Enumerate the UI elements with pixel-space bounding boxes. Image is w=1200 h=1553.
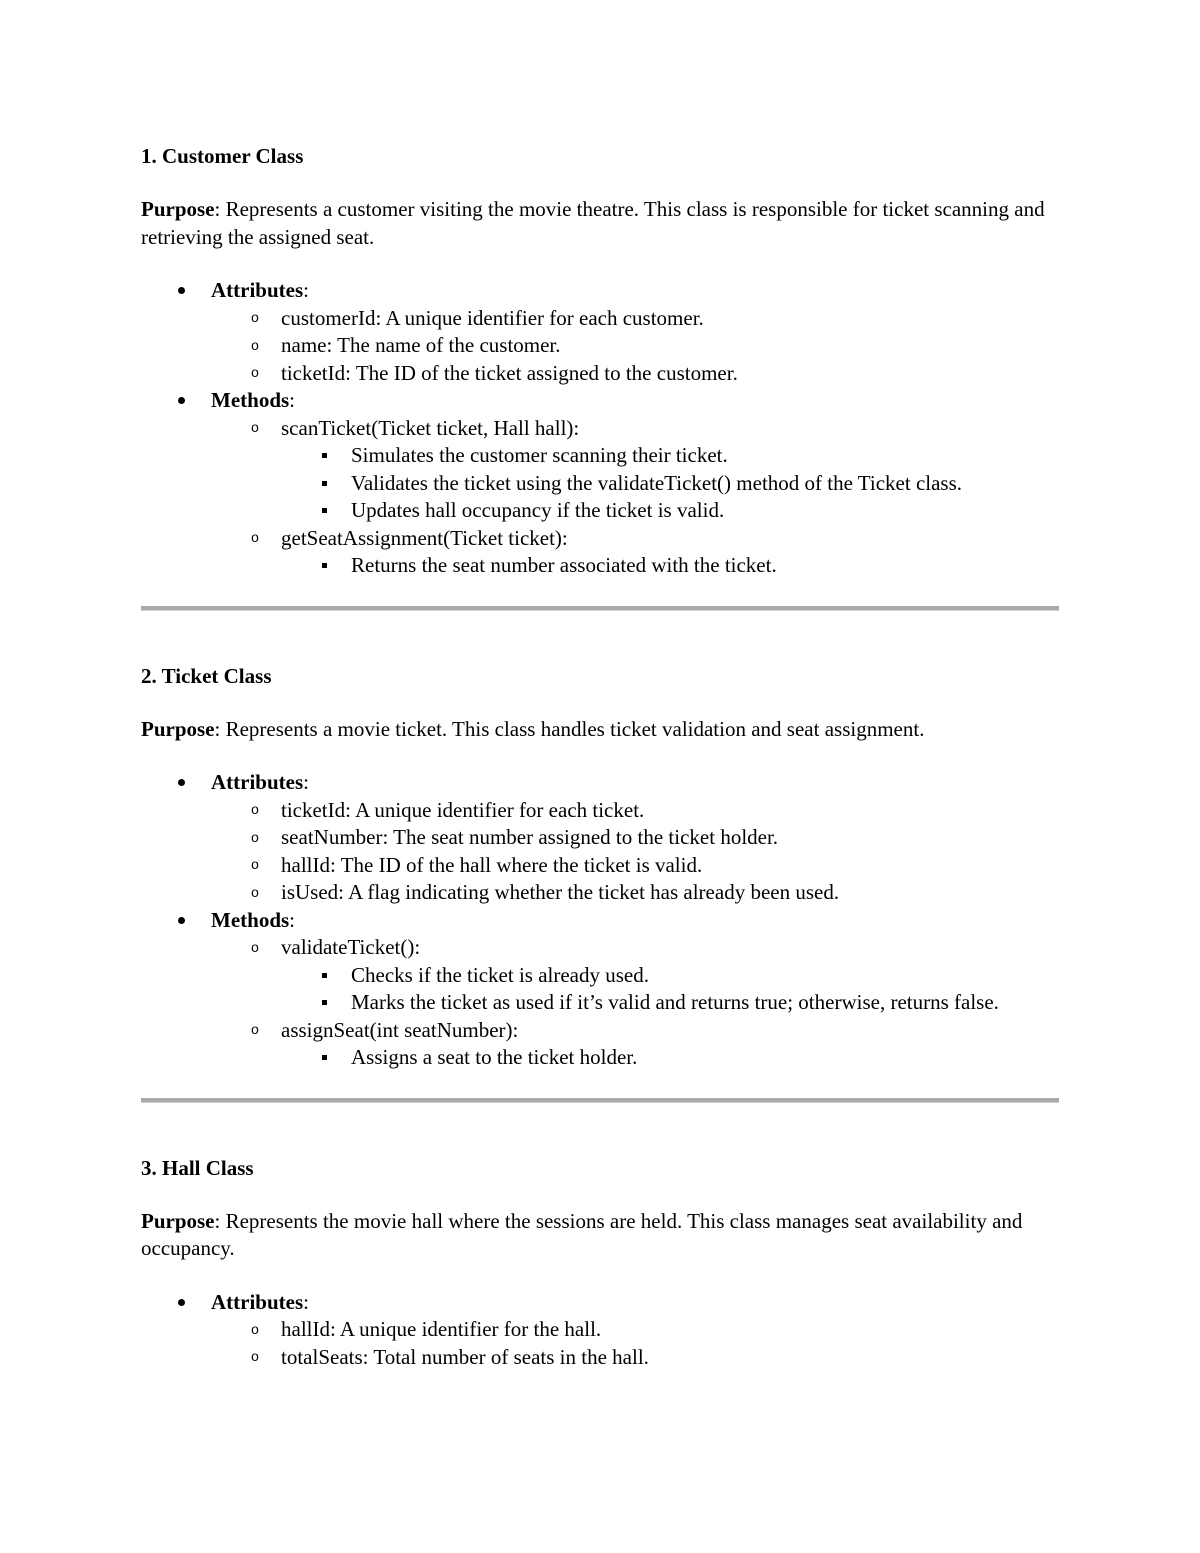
attributes-label: Attributes bbox=[211, 770, 304, 794]
attribute-item bbox=[211, 797, 1059, 825]
circle-bullet-icon: o bbox=[250, 531, 260, 547]
purpose-paragraph bbox=[141, 716, 1059, 744]
class-details-list bbox=[141, 769, 1059, 1072]
circle-bullet-icon: o bbox=[250, 940, 260, 957]
method-detail-text: Checks if the ticket is already used. bbox=[351, 962, 649, 987]
attribute-text: hallId: A unique identifier for the hall. bbox=[281, 1317, 602, 1341]
colon: : bbox=[303, 770, 309, 794]
method-item bbox=[211, 525, 1059, 580]
method-signature: validateTicket(): bbox=[281, 935, 421, 959]
circle-bullet-icon: o bbox=[250, 885, 260, 902]
attributes-list bbox=[211, 797, 1059, 907]
purpose-text: : Represents a movie ticket. This class handles ticket validation and seat assignment. bbox=[214, 716, 925, 741]
method-detail-text: Validates the ticket using the validateTicket() method of the Ticket class. bbox=[351, 470, 963, 495]
attribute-text: hallId: The ID of the hall where the ticket is valid. bbox=[281, 852, 703, 877]
method-detail-text: Simulates the customer scanning their ticket. bbox=[351, 443, 728, 467]
square-bullet-icon bbox=[319, 470, 329, 498]
method-details-list bbox=[281, 442, 1059, 525]
section-customer-class bbox=[141, 142, 1059, 580]
disc-bullet-icon bbox=[176, 769, 186, 797]
method-detail-text: Marks the ticket as used if it’s valid and returns true; otherwise, returns false. bbox=[351, 990, 999, 1014]
circle-bullet-icon: o bbox=[250, 803, 260, 819]
square-bullet-icon bbox=[319, 1044, 329, 1072]
method-detail bbox=[281, 442, 1059, 470]
attribute-item bbox=[211, 1344, 1059, 1372]
purpose-text: : Represents the movie hall where the sessions are held. This class manages seat availability and occupancy. bbox=[141, 1208, 1023, 1260]
disc-bullet-icon bbox=[176, 1289, 186, 1317]
method-item bbox=[211, 1017, 1059, 1072]
methods-list bbox=[211, 934, 1059, 1072]
method-detail-text: Updates hall occupancy if the ticket is valid. bbox=[351, 498, 725, 522]
section-heading: 2. Ticket Class bbox=[141, 663, 272, 688]
attributes-label: Attributes bbox=[211, 278, 304, 302]
circle-bullet-icon: o bbox=[250, 1350, 260, 1366]
method-detail bbox=[281, 497, 1059, 525]
square-bullet-icon bbox=[319, 497, 329, 525]
method-details-list bbox=[281, 962, 1059, 1017]
square-bullet-icon bbox=[319, 962, 329, 990]
colon: : bbox=[289, 388, 296, 412]
disc-bullet-icon bbox=[176, 387, 186, 415]
section-heading: 1. Customer Class bbox=[141, 144, 304, 168]
square-bullet-icon bbox=[319, 552, 329, 580]
colon: : bbox=[303, 278, 309, 302]
attributes-list bbox=[211, 1316, 1059, 1371]
attribute-text: totalSeats: Total number of seats in the hall. bbox=[281, 1344, 649, 1369]
method-details-list bbox=[281, 1044, 1059, 1072]
method-signature: assignSeat(int seatNumber): bbox=[281, 1017, 519, 1042]
circle-bullet-icon: o bbox=[250, 830, 260, 847]
attribute-text: ticketId: A unique identifier for each ticket. bbox=[281, 797, 645, 822]
square-bullet-icon bbox=[319, 989, 329, 1017]
horizontal-rule bbox=[141, 606, 1059, 611]
circle-bullet-icon: o bbox=[250, 338, 260, 355]
method-item bbox=[211, 934, 1059, 1017]
purpose-label: Purpose bbox=[141, 716, 215, 741]
disc-bullet-icon bbox=[176, 907, 186, 935]
purpose-label: Purpose bbox=[141, 1208, 215, 1233]
circle-bullet-icon: o bbox=[250, 366, 260, 382]
circle-bullet-icon: o bbox=[250, 1023, 260, 1039]
attribute-item bbox=[211, 879, 1059, 907]
purpose-paragraph bbox=[141, 196, 1059, 251]
section-heading: 3. Hall Class bbox=[141, 1155, 254, 1180]
method-details-list bbox=[281, 552, 1059, 580]
horizontal-rule bbox=[141, 1098, 1059, 1103]
method-detail-text: Assigns a seat to the ticket holder. bbox=[351, 1045, 638, 1069]
purpose-paragraph bbox=[141, 1208, 1059, 1263]
attributes-item bbox=[141, 769, 1059, 907]
methods-item bbox=[141, 907, 1059, 1072]
method-detail bbox=[281, 1044, 1059, 1072]
attributes-item bbox=[141, 277, 1059, 387]
attribute-item bbox=[211, 852, 1059, 880]
method-item bbox=[211, 415, 1059, 525]
method-detail bbox=[281, 552, 1059, 580]
method-signature: getSeatAssignment(Ticket ticket): bbox=[281, 525, 568, 550]
methods-list bbox=[211, 415, 1059, 580]
attribute-text: isUsed: A flag indicating whether the ticket has already been used. bbox=[281, 880, 840, 904]
attribute-item bbox=[211, 332, 1059, 360]
section-ticket-class bbox=[141, 662, 1059, 1072]
attribute-text: seatNumber: The seat number assigned to the ticket holder. bbox=[281, 825, 779, 849]
attribute-text: name: The name of the customer. bbox=[281, 333, 561, 357]
method-detail-text: Returns the seat number associated with the ticket. bbox=[351, 553, 777, 577]
colon: : bbox=[289, 907, 296, 932]
disc-bullet-icon bbox=[176, 277, 186, 305]
methods-label: Methods bbox=[211, 907, 290, 932]
attribute-text: ticketId: The ID of the ticket assigned to the customer. bbox=[281, 360, 738, 385]
method-detail bbox=[281, 989, 1059, 1017]
purpose-label: Purpose bbox=[141, 197, 215, 221]
methods-label: Methods bbox=[211, 388, 290, 412]
circle-bullet-icon: o bbox=[250, 1322, 260, 1339]
method-detail bbox=[281, 962, 1059, 990]
circle-bullet-icon: o bbox=[250, 421, 260, 437]
class-details-list bbox=[141, 1289, 1059, 1372]
attributes-list bbox=[211, 305, 1059, 388]
class-details-list bbox=[141, 277, 1059, 580]
attribute-text: customerId: A unique identifier for each customer. bbox=[281, 305, 704, 330]
attribute-item bbox=[211, 305, 1059, 333]
section-hall-class bbox=[141, 1154, 1059, 1372]
document-page bbox=[141, 142, 1059, 1371]
attribute-item bbox=[211, 1316, 1059, 1344]
purpose-text: : Represents a customer visiting the movie theatre. This class is responsible for ticket scanning and retrieving the assigned seat. bbox=[141, 197, 1045, 249]
circle-bullet-icon: o bbox=[250, 311, 260, 327]
method-signature: scanTicket(Ticket ticket, Hall hall): bbox=[281, 415, 580, 440]
circle-bullet-icon: o bbox=[250, 858, 260, 874]
attributes-label: Attributes bbox=[211, 1289, 304, 1314]
colon: : bbox=[303, 1289, 309, 1314]
methods-item bbox=[141, 387, 1059, 580]
attribute-item bbox=[211, 360, 1059, 388]
attributes-item bbox=[141, 1289, 1059, 1372]
square-bullet-icon bbox=[319, 442, 329, 470]
method-detail bbox=[281, 470, 1059, 498]
attribute-item bbox=[211, 824, 1059, 852]
